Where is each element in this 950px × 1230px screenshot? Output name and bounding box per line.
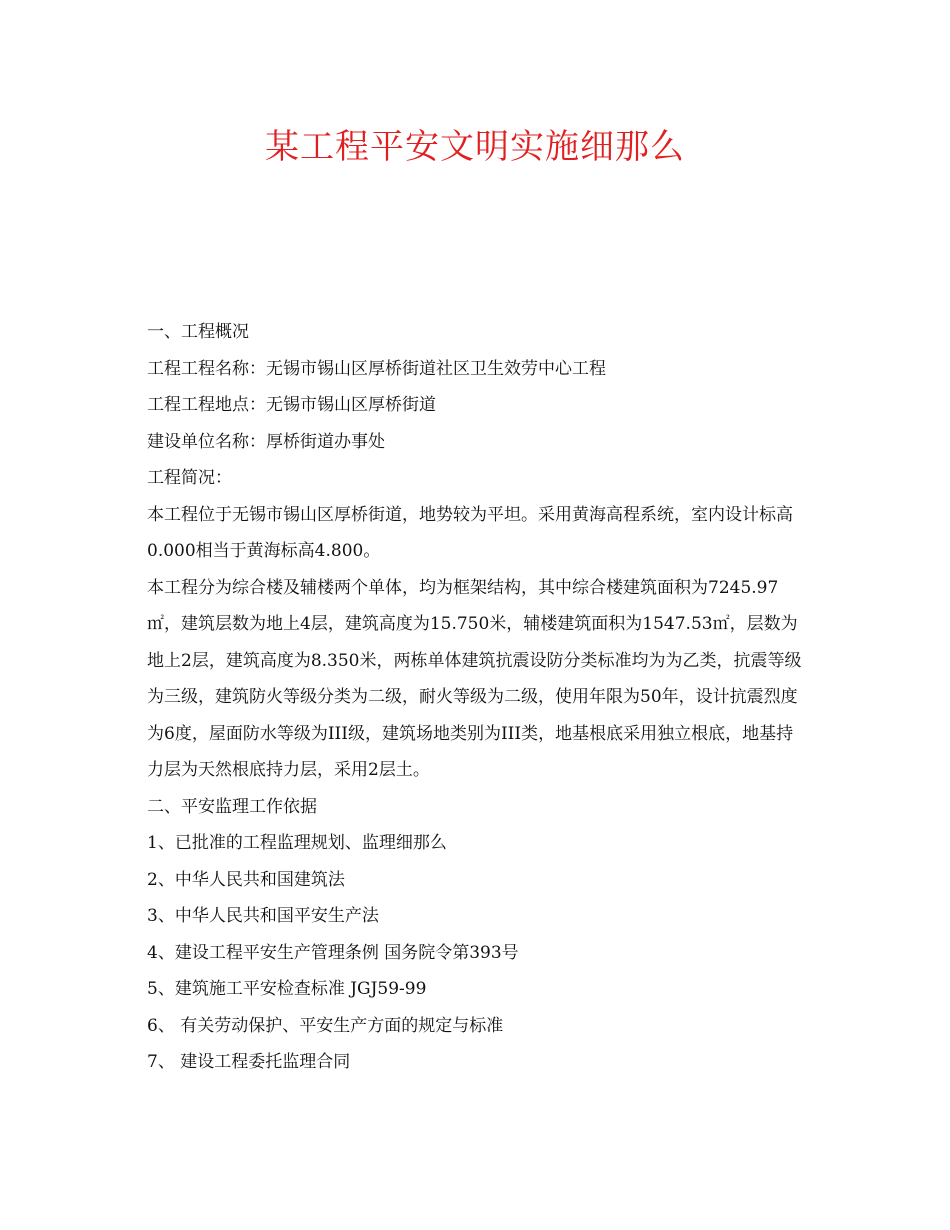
basis-item: 3、中华人民共和国平安生产法 <box>147 906 379 926</box>
section-heading-basis: 二、平安监理工作依据 <box>147 796 317 817</box>
builder-name-line: 建设单位名称：厚桥街道办事处 <box>147 431 385 452</box>
basis-item: 4、建设工程平安生产管理条例 国务院令第393号 <box>147 942 519 963</box>
project-location-line: 工程工程地点：无锡市锡山区厚桥街道 <box>147 395 436 415</box>
project-name-line: 工程工程名称：无锡市锡山区厚桥街道社区卫生效劳中心工程 <box>147 358 606 379</box>
document-title: 某工程平安文明实施细那么 <box>265 127 685 167</box>
basis-item: 2、中华人民共和国建筑法 <box>147 869 345 890</box>
brief-heading: 工程简况： <box>147 468 232 488</box>
brief-paragraph-1: 本工程位于无锡市锡山区厚桥街道，地势较为平坦。采用黄海高程系统，室内设计标高0.000相当于黄海标高4.800。 <box>147 504 793 561</box>
document-body <box>147 314 807 1081</box>
basis-item: 6、 有关劳动保护、平安生产方面的规定与标准 <box>147 1015 504 1036</box>
basis-item: 7、 建设工程委托监理合同 <box>147 1052 351 1072</box>
basis-item: 5、建筑施工平安检查标准 JGJ59-99 <box>147 979 427 999</box>
section-heading-overview: 一、工程概况 <box>147 322 249 342</box>
brief-paragraph-2: 本工程分为综合楼及辅楼两个单体，均为框架结构，其中综合楼建筑面积为7245.97㎡，建筑层数为地上4层，建筑高度为15.750米，辅楼建筑面积为1547.53㎡，层数为地上2层，建筑高度为8.350米，两栋单体建筑抗震设防分类标准均为为乙类，抗震等级为三级，建筑防火等级分类为二级，耐火等级为二级，使用年限为50年，设计抗震烈度为6度，屋面防水等级为III级，建筑场地类别为III类，地基根底采用独立根底，地基持力层为天然根底持力层，采用2层土。 <box>147 577 802 780</box>
basis-item: 1、已批准的工程监理规划、监理细那么 <box>147 833 447 853</box>
